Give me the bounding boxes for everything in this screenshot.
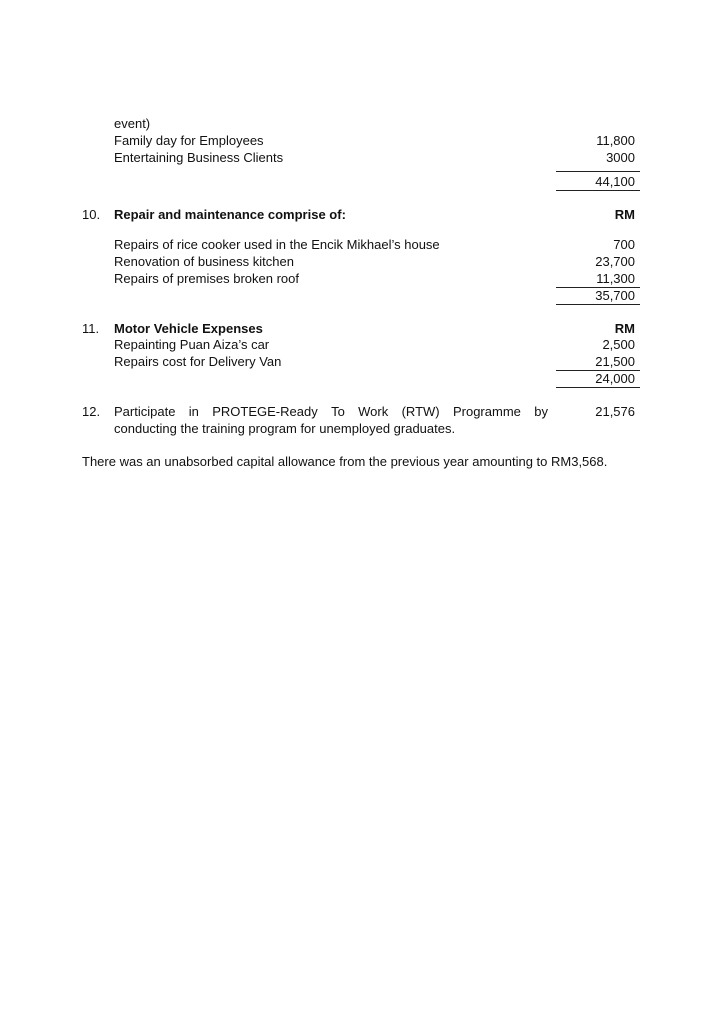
section12-word: Work: [358, 404, 389, 419]
section10-item-amount: 23,700: [595, 254, 635, 269]
section12-word: Programme: [452, 404, 521, 419]
section10-heading: Repair and maintenance comprise of:: [114, 207, 346, 222]
section9-item-label: Entertaining Business Clients: [114, 150, 284, 165]
section9-continuation: event): [114, 116, 151, 131]
section12-line2: conducting the training program for unemployed graduates.: [114, 421, 456, 436]
total-rule-top: [556, 171, 640, 172]
section11-item-label: Repainting Puan Aiza’s car: [114, 337, 270, 352]
section9-item-amount: 11,800: [596, 133, 635, 148]
section12-word: in: [188, 404, 199, 419]
section10-total: 35,700: [595, 288, 635, 303]
total-rule-bottom: [556, 387, 640, 388]
section12-line1: [114, 404, 548, 420]
section10-item-amount: 700: [613, 237, 635, 252]
total-rule-bottom: [556, 190, 640, 191]
section12-amount: 21,576: [595, 404, 635, 419]
capital-allowance-note: There was an unabsorbed capital allowance from the previous year amounting to RM3,568.: [82, 454, 608, 469]
section9-total: 44,100: [595, 174, 635, 189]
section11-item-amount: 2,500: [602, 337, 635, 352]
section11-number: 11.: [82, 321, 100, 336]
section12-word: (RTW): [401, 404, 440, 419]
section9-item-amount: 3000: [606, 150, 635, 165]
section11-item-label: Repairs cost for Delivery Van: [114, 354, 282, 369]
section10-item-label: Renovation of business kitchen: [114, 254, 294, 269]
section12-word: Participate: [114, 404, 176, 419]
total-rule-bottom: [556, 304, 640, 305]
section10-item-amount: 11,300: [596, 271, 635, 286]
section11-heading: Motor Vehicle Expenses: [114, 321, 263, 336]
section11-unit: RM: [614, 321, 635, 336]
section12-word: To: [331, 404, 345, 419]
section10-item-label: Repairs of premises broken roof: [114, 271, 299, 286]
section10-unit: RM: [614, 207, 635, 222]
section11-item-amount: 21,500: [595, 354, 635, 369]
section11-total: 24,000: [595, 371, 635, 386]
section10-number: 10.: [82, 207, 101, 222]
section10-item-label: Repairs of rice cooker used in the Encik Mikhael’s house: [114, 237, 440, 252]
section12-number: 12.: [82, 404, 101, 419]
section9-item-label: Family day for Employees: [114, 133, 264, 148]
section12-word: PROTEGE-Ready: [212, 404, 318, 419]
section12-word: by: [534, 404, 548, 419]
